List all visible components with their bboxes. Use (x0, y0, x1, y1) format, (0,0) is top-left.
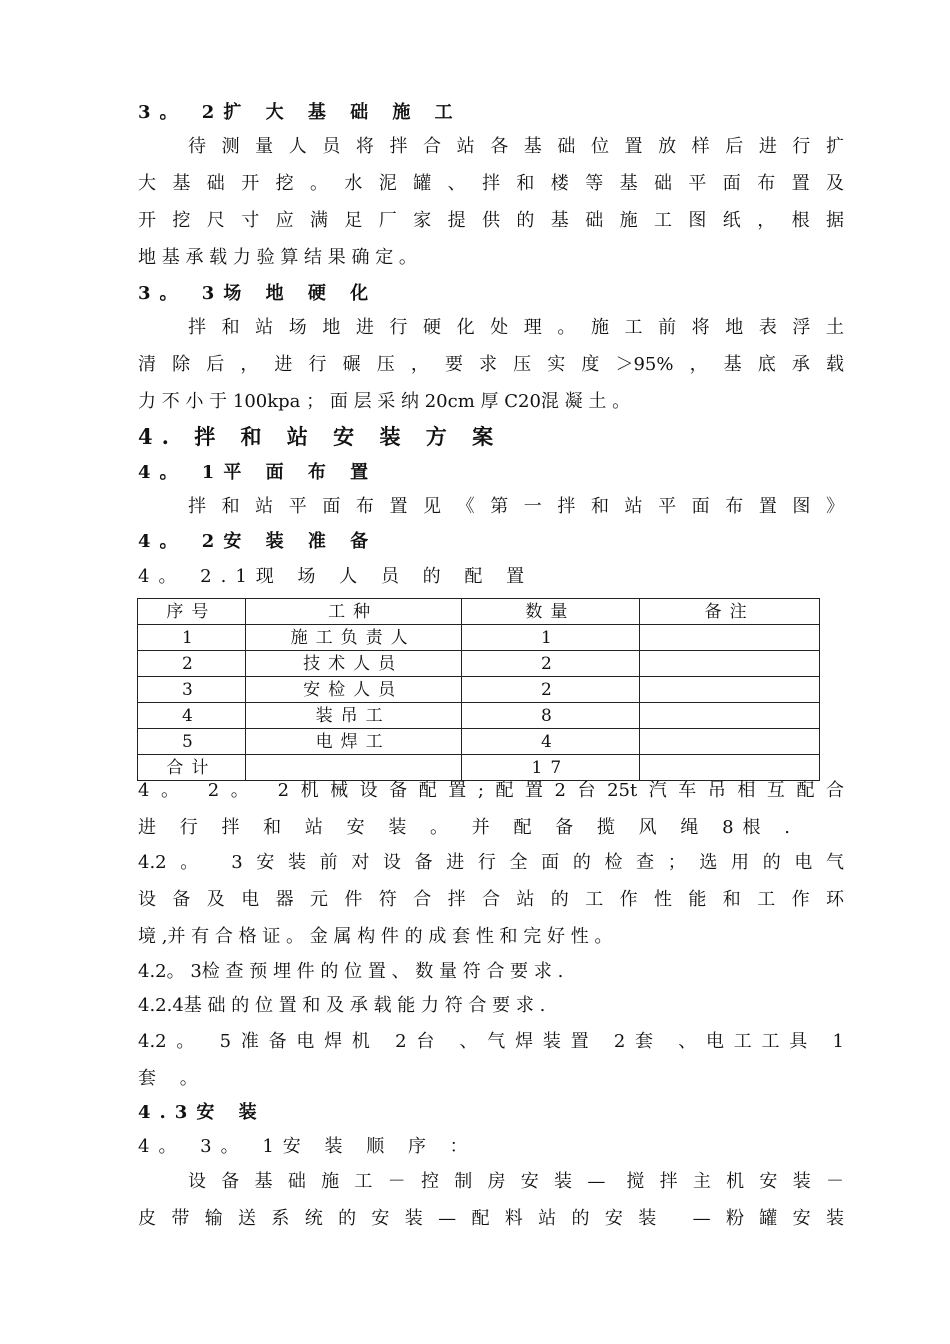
paragraph-line: 拌和站平面布置见《第一拌和站平面布置图》 (188, 496, 844, 517)
paragraph-line: 皮带输送系统的安装—配料站的安装 —粉罐安装 (138, 1208, 844, 1229)
table-total-row (138, 755, 820, 781)
paragraph-line: 4.2.4基 础 的 位 置 和 及 承 载 能 力 符 合 要 求 . (138, 995, 546, 1016)
table-row (138, 729, 820, 755)
table-cell: 装吊工 (245, 703, 461, 729)
table-cell: 电焊工 (245, 729, 461, 755)
table-cell: 1 (461, 625, 640, 651)
heading-4-3-1: 4。 3。 1安 装 顺 序 ： (138, 1136, 477, 1157)
table-cell: 2 (461, 677, 640, 703)
paragraph-line: 4。 2。 2机械设备配置;配置2台25t汽车吊相互配合 (138, 780, 844, 801)
paragraph-line: 4.2。 5准备电焊机 2台 、气焊装置 2套 、电工工具 1 (138, 1031, 844, 1052)
header-cell: 工种 (245, 599, 461, 625)
table-cell: 2 (461, 651, 640, 677)
paragraph-line: 进 行 拌 和 站 安 装 。 并 配 备 揽 风 绳 8根 . (138, 817, 799, 838)
paragraph-line: 开挖尺寸应满足厂家提供的基础施工图纸，根据 (138, 210, 844, 231)
paragraph-line: 大基础开挖。水泥罐、拌和楼等基础平面布置及 (138, 173, 844, 194)
total-label: 合计 (138, 755, 246, 781)
total-value: 17 (461, 755, 640, 781)
table-cell: 8 (461, 703, 640, 729)
paragraph-line: 地 基 承 载 力 验 算 结 果 确 定 。 (138, 247, 417, 268)
table-cell: 施工负责人 (245, 625, 461, 651)
heading-4-2: 4。 2安 装 准 备 (138, 531, 378, 552)
table-cell: 1 (138, 625, 246, 651)
table-cell (245, 755, 461, 781)
paragraph-line: 4.2。 3检 查 预 埋 件 的 位 置 、 数 量 符 合 要 求 . (138, 961, 564, 982)
heading-4-1: 4。 1平 面 布 置 (138, 462, 378, 483)
paragraph-line: 清除后，进行碾压，要求压实度＞95%，基底承载 (138, 354, 844, 375)
header-cell: 序号 (138, 599, 246, 625)
table-row (138, 625, 820, 651)
table-cell: 技术人员 (245, 651, 461, 677)
table-cell: 5 (138, 729, 246, 755)
table-cell (640, 703, 820, 729)
staff-table (137, 598, 820, 781)
paragraph-line: 拌和站场地进行硬化处理。施工前将地表浮土 (188, 317, 844, 338)
table-header-row (138, 599, 820, 625)
heading-4-3: 4.3安 装 (138, 1102, 266, 1123)
table-row (138, 677, 820, 703)
table-cell: 安检人员 (245, 677, 461, 703)
table-row (138, 703, 820, 729)
paragraph-line: 设备基础施工－控制房安装— 搅拌主机安装－ (188, 1171, 844, 1192)
paragraph-line: 4.2。 3安装前对设备进行全面的检查；选用的电气 (138, 852, 844, 873)
paragraph-line: 待测量人员将拌合站各基础位置放样后进行扩 (188, 136, 844, 157)
table-cell: 3 (138, 677, 246, 703)
table-cell (640, 625, 820, 651)
heading-4-2-1: 4。 2.1现 场 人 员 的 配 置 (138, 566, 534, 587)
table-cell: 4 (138, 703, 246, 729)
table-cell (640, 677, 820, 703)
paragraph-line: 境 ,并 有 合 格 证 。 金 属 构 件 的 成 套 性 和 完 好 性 。 (138, 926, 613, 947)
header-cell: 数量 (461, 599, 640, 625)
table-row (138, 651, 820, 677)
paragraph-line: 设备及电器元件符合拌合站的工作性能和工作环 (138, 889, 844, 910)
table-cell (640, 729, 820, 755)
table-cell (640, 651, 820, 677)
heading-3-3: 3。 3场 地 硬 化 (138, 283, 378, 304)
heading-3-2: 3。 2扩 大 基 础 施 工 (138, 102, 462, 123)
paragraph-line: 力 不 小 于 100kpa ； 面 层 采 纳 20cm 厚 C20混 凝 土 。 (138, 391, 631, 412)
header-cell: 备注 (640, 599, 820, 625)
table-cell (640, 755, 820, 781)
paragraph-line: 套 。 (138, 1068, 207, 1089)
heading-4: 4. 拌 和 站 安 装 方 案 (138, 425, 503, 449)
table-cell: 2 (138, 651, 246, 677)
table-cell: 4 (461, 729, 640, 755)
